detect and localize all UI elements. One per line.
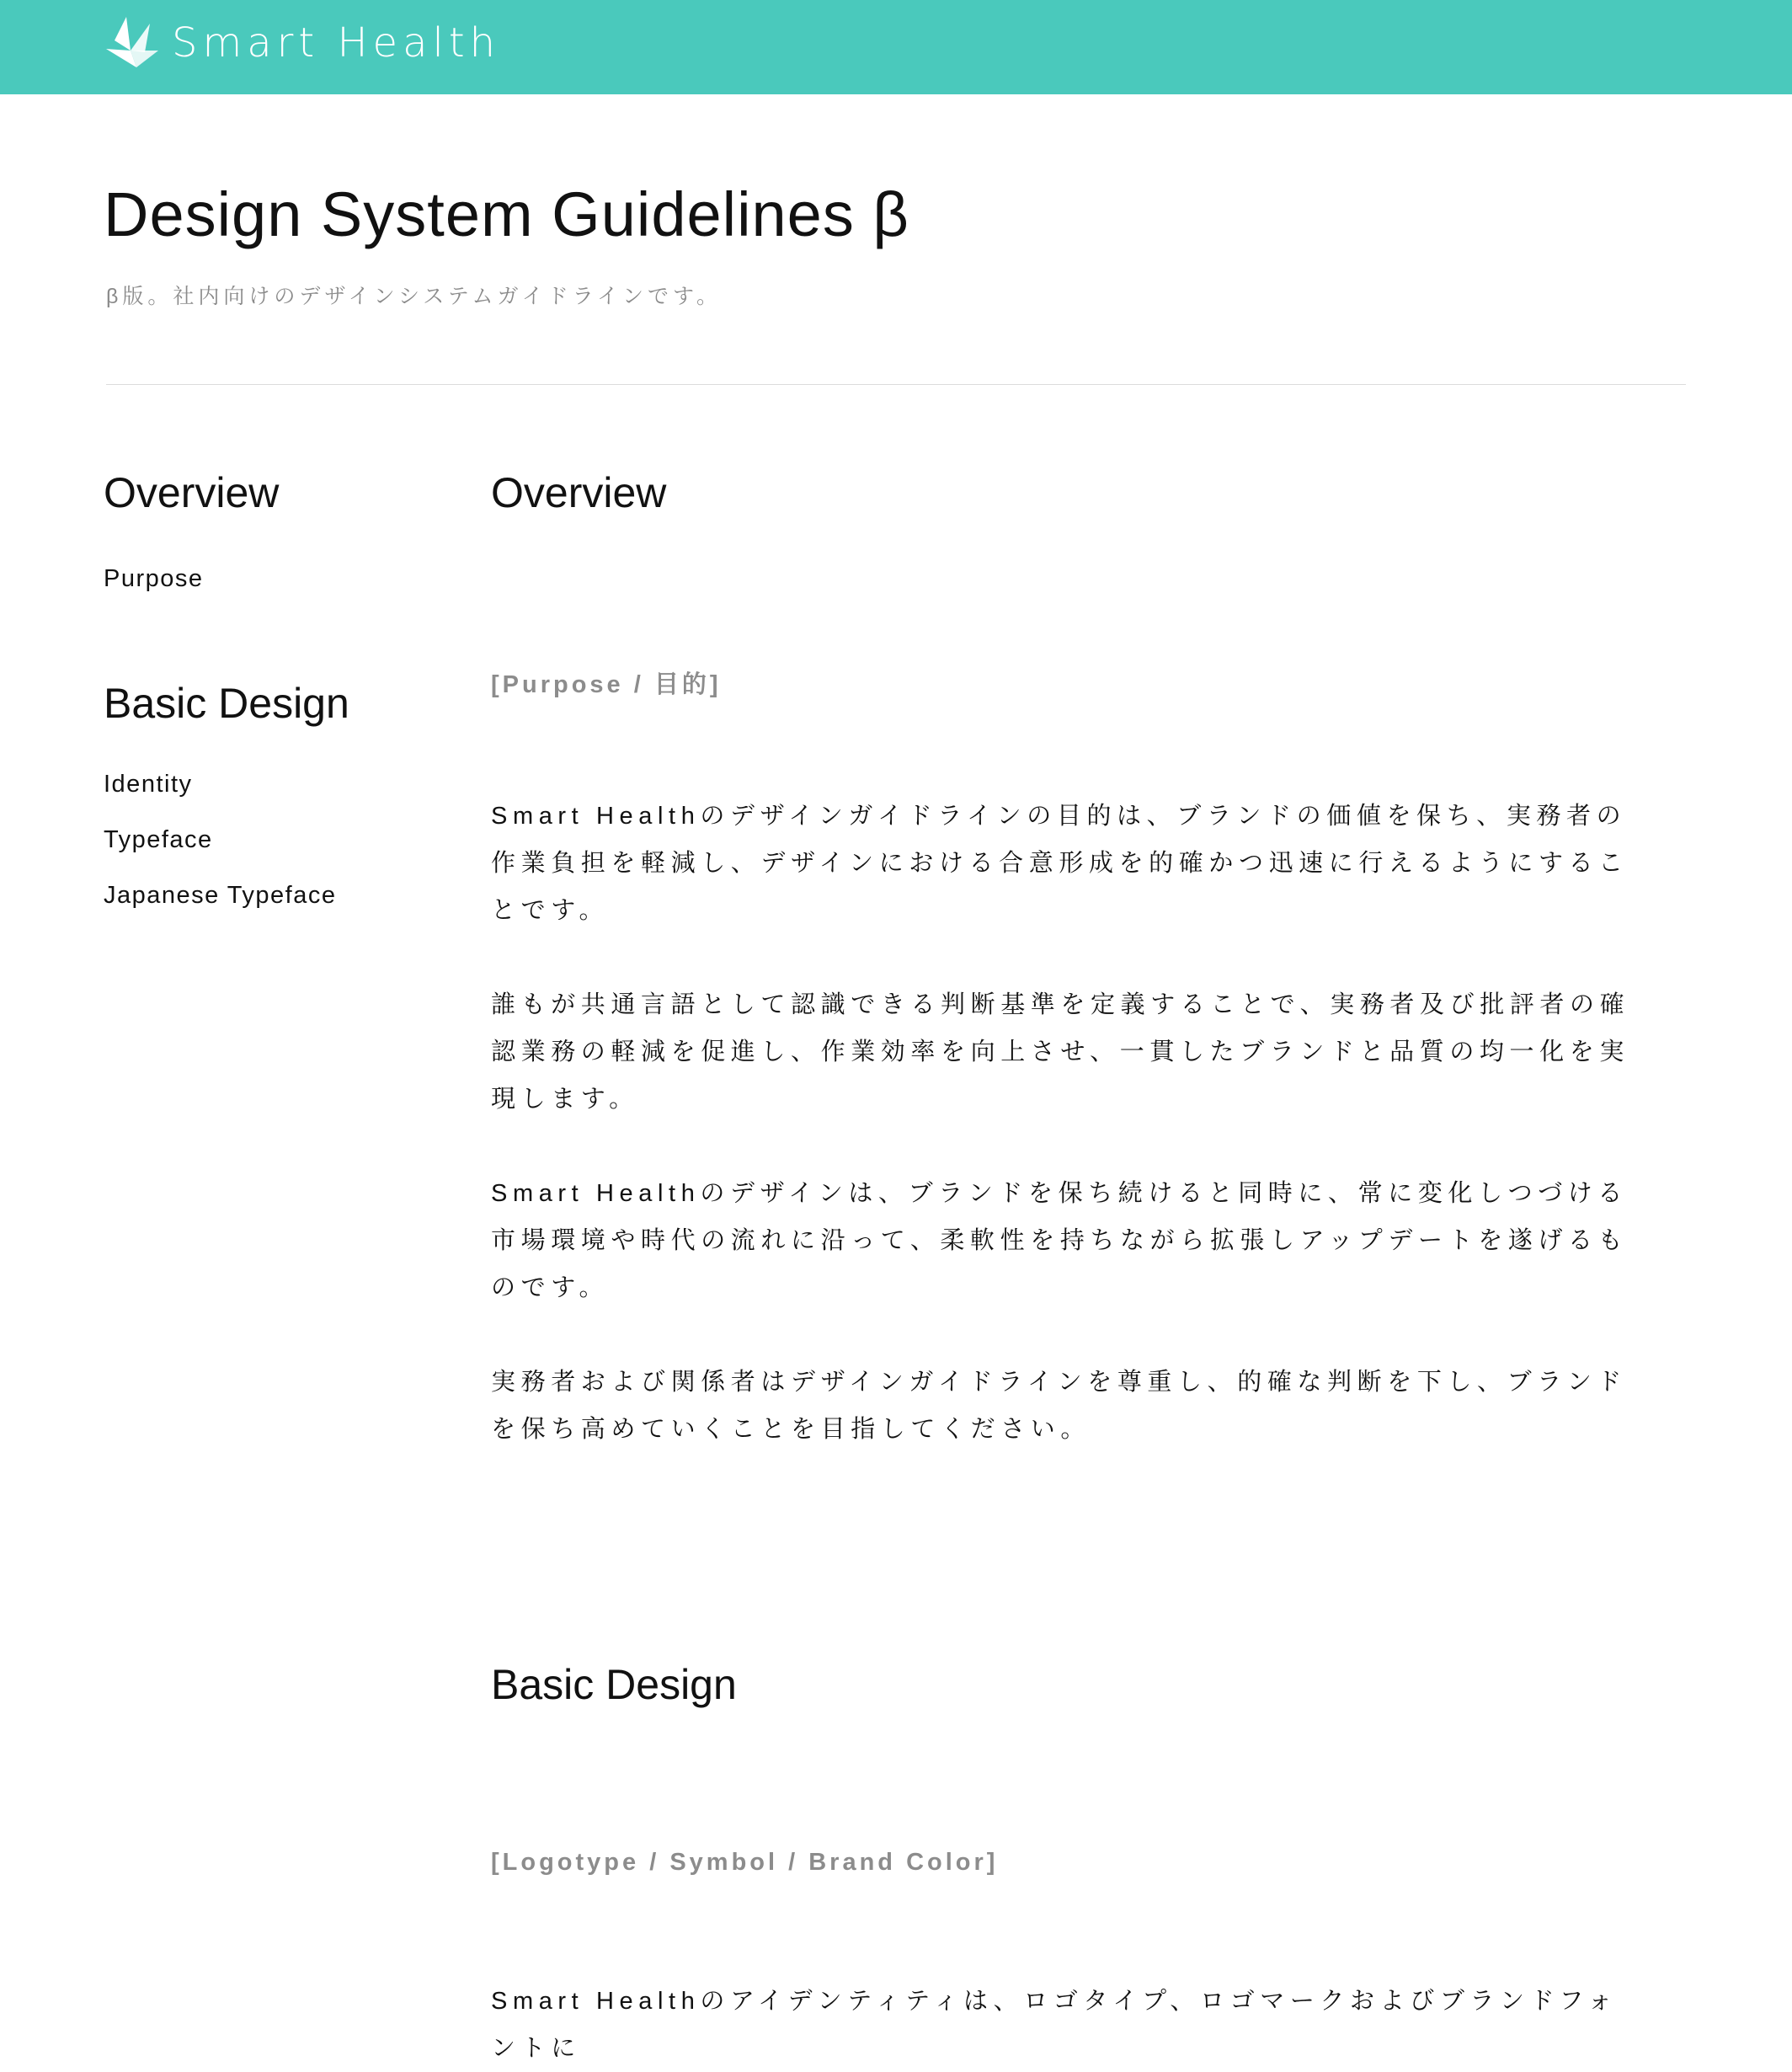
spacer: [491, 1311, 1687, 1359]
origami-crane-icon: [103, 13, 162, 72]
sidebar-nav: [104, 455, 457, 923]
spacer: [491, 700, 1687, 793]
sidebar-item-purpose[interactable]: Purpose: [104, 565, 204, 592]
sidebar-group-title[interactable]: Overview: [104, 469, 280, 516]
paragraph: Smart Healthのデザインガイドラインの目的は、ブランドの価値を保ち、実務者の作業負担を軽減し、デザインにおける合意形成を的確かつ迅速に行えるようにすることです。: [491, 803, 1629, 924]
section-basic-design: [491, 1647, 1687, 2072]
sidebar-group-overview: [104, 455, 457, 606]
paragraph: 実務者および関係者はデザインガイドラインを尊重し、的確な判断を下し、ブランドを保ち高めていくことを目指してください。: [491, 1369, 1628, 1443]
paragraph: Smart Healthのデザインは、ブランドを保ち続けると同時に、常に変化しつづける市場環境や時代の流れに沿って、柔軟性を持ちながら拡張しアップデートを遂げるものです。: [491, 1180, 1629, 1301]
page-title: Design System Guidelines β: [104, 179, 909, 249]
sidebar-group-basic-design: [104, 665, 457, 923]
spacer: [491, 1722, 1687, 1849]
brand-name: Smart Health: [172, 19, 501, 67]
paragraph: 誰もが共通言語として認識できる判断基準を定義することで、実務者及び批評者の確認業務の軽減を促進し、作業効率を向上させ、一貫したブランドと品質の均一化を実現します。: [491, 991, 1630, 1113]
sidebar-group-title[interactable]: Basic Design: [104, 680, 349, 727]
section-title: Overview: [491, 469, 667, 516]
spacer: [491, 1453, 1687, 1647]
spacer: [104, 741, 457, 756]
paragraph: Smart Healthのアイデンティティは、ロゴタイプ、ロゴマークおよびブランドフォントに: [491, 1988, 1619, 2062]
spacer: [491, 531, 1687, 665]
sidebar-item-identity[interactable]: Identity: [104, 771, 193, 798]
header-divider: [106, 384, 1686, 385]
main-content: [491, 455, 1687, 2072]
page-subtitle: β版。社内向けのデザインシステムガイドラインです。: [106, 285, 723, 308]
spacer: [491, 934, 1687, 981]
section-overview: [491, 455, 1687, 1453]
spacer: [491, 1877, 1687, 1978]
spacer: [104, 531, 457, 551]
section-tag: [Logotype / Symbol / Brand Color]: [491, 1849, 999, 1876]
section-tag: [Purpose / 目的]: [491, 671, 722, 698]
top-bar: [0, 0, 1792, 94]
sidebar-item-typeface[interactable]: Typeface: [104, 826, 213, 853]
brand-logo[interactable]: [103, 13, 500, 72]
spacer: [491, 1123, 1687, 1170]
section-title: Basic Design: [491, 1661, 737, 1708]
spacer: [104, 606, 457, 665]
sidebar-item-japanese-typeface[interactable]: Japanese Typeface: [104, 882, 337, 909]
